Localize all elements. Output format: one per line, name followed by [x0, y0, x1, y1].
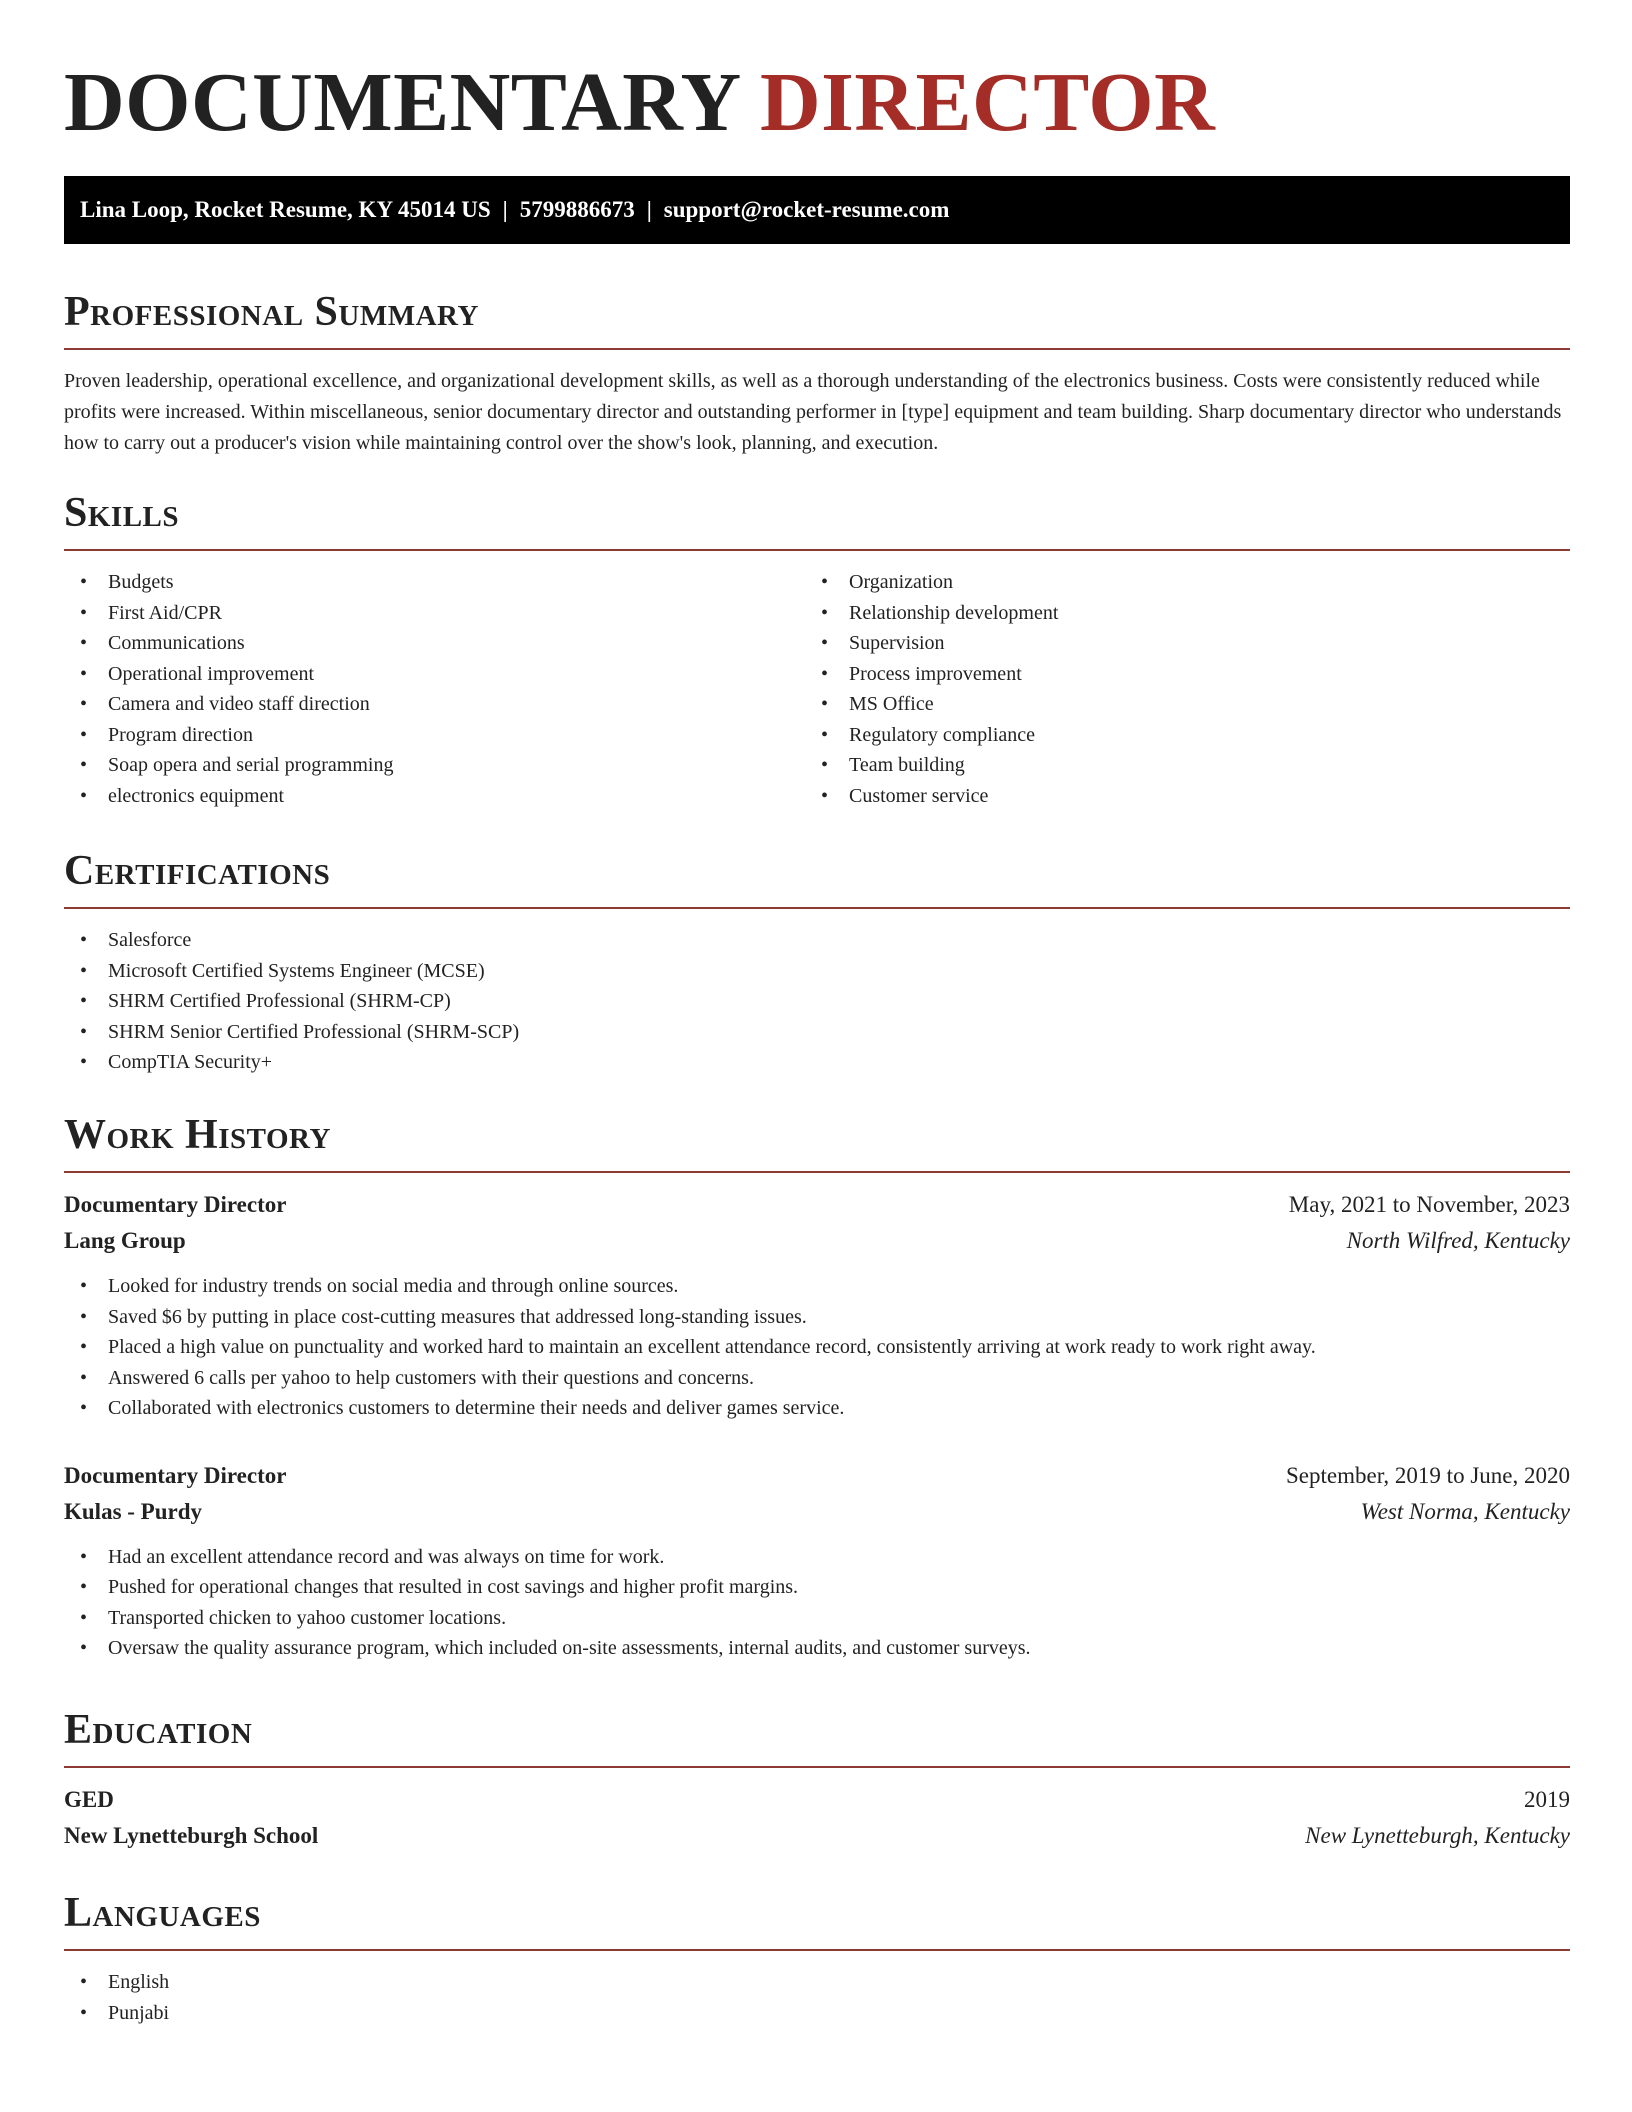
job-bullets	[64, 1271, 1570, 1424]
education-degree: GED	[64, 1787, 114, 1812]
skill-item: • Budgets	[64, 567, 805, 598]
job-bullet: • Placed a high value on punctuality and worked hard to maintain an excellent attendance record, consistently arriving at work ready to work right away.	[64, 1332, 1570, 1363]
certification-item: • Microsoft Certified Systems Engineer (MCSE)	[64, 956, 1570, 987]
contact-separator: |	[502, 197, 508, 222]
skills-right-list	[805, 567, 1546, 811]
job-entry	[64, 1187, 1570, 1424]
job-bullet: • Saved $6 by putting in place cost-cutting measures that addressed long-standing issues.	[64, 1302, 1570, 1333]
education-school: New Lynetteburgh School	[64, 1823, 319, 1848]
skill-item: • electronics equipment	[64, 781, 805, 812]
section-heading: Education	[64, 1707, 253, 1753]
certification-item: • Salesforce	[64, 925, 1570, 956]
language-item: • Punjabi	[64, 1998, 1570, 2029]
certifications-list	[64, 925, 1570, 1078]
education-section	[64, 1706, 1570, 1854]
skill-item: • Program direction	[64, 720, 805, 751]
contact-phone: 5799886673	[519, 197, 635, 222]
job-dates: May, 2021 to November, 2023	[1288, 1192, 1570, 1217]
section-heading: Certifications	[64, 848, 331, 894]
certifications-section	[64, 847, 1570, 1078]
job-location: West Norma, Kentucky	[1360, 1498, 1570, 1524]
education-entry	[64, 1782, 1570, 1854]
job-bullet: • Had an excellent attendance record and was always on time for work.	[64, 1542, 1570, 1573]
job-bullet: • Looked for industry trends on social media and through online sources.	[64, 1271, 1570, 1302]
section-divider	[64, 907, 1570, 909]
language-item: • English	[64, 1967, 1570, 1998]
section-heading: Work History	[64, 1112, 331, 1158]
skills-section	[64, 489, 1570, 811]
skill-item: • Camera and video staff direction	[64, 689, 805, 720]
job-title: Documentary Director	[64, 1462, 287, 1488]
section-divider	[64, 549, 1570, 551]
title-word-accent: DIRECTOR	[760, 56, 1216, 149]
section-divider	[64, 348, 1570, 350]
skill-item: • Team building	[805, 750, 1546, 781]
summary-text: Proven leadership, operational excellence, and organizational development skills, as well as a thorough understanding of the electronics business. Costs were consistently reduced while profits were increased. Within miscellaneous, senior documentary director and outstanding performer in [type] equipment and team building. Sharp documentary director who understands how to carry out a producer's vision while maintaining control over the show's look, planning, and execution.	[64, 370, 1562, 454]
contact-address: Lina Loop, Rocket Resume, KY 45014 US	[80, 197, 491, 222]
title-word-primary: DOCUMENTARY	[64, 56, 739, 149]
job-bullet: • Answered 6 calls per yahoo to help customers with their questions and concerns.	[64, 1363, 1570, 1394]
resume-title	[64, 58, 1570, 148]
skill-item: • Customer service	[805, 781, 1546, 812]
job-company: Lang Group	[64, 1228, 186, 1253]
job-bullet: • Pushed for operational changes that resulted in cost savings and higher profit margins.	[64, 1572, 1570, 1603]
section-divider	[64, 1171, 1570, 1173]
skill-item: • Operational improvement	[64, 659, 805, 690]
skill-item: • Supervision	[805, 628, 1546, 659]
job-company: Kulas - Purdy	[64, 1498, 203, 1524]
skill-item: • Soap opera and serial programming	[64, 750, 805, 781]
certification-item: • SHRM Certified Professional (SHRM-CP)	[64, 986, 1570, 1017]
resume-page	[64, 0, 1570, 2024]
skills-left-list	[64, 567, 805, 811]
skill-item: • Communications	[64, 628, 805, 659]
skill-item: • Relationship development	[805, 598, 1546, 629]
section-heading: Skills	[64, 490, 180, 536]
job-bullet: • Oversaw the quality assurance program, which included on-site assessments, internal audits, and customer surveys.	[64, 1633, 1570, 1664]
section-heading: Professional Summary	[64, 289, 479, 335]
skill-item: • Organization	[805, 567, 1546, 598]
education-location: New Lynetteburgh, Kentucky	[1305, 1823, 1570, 1848]
skill-item: • Regulatory compliance	[805, 720, 1546, 751]
contact-separator: |	[646, 197, 652, 222]
skill-item: • Process improvement	[805, 659, 1546, 690]
job-title: Documentary Director	[64, 1192, 287, 1217]
section-divider	[64, 1949, 1570, 1951]
job-dates: September, 2019 to June, 2020	[1286, 1462, 1570, 1488]
skill-item: • MS Office	[805, 689, 1546, 720]
job-entry	[64, 1458, 1570, 1664]
languages-list	[64, 1967, 1570, 2028]
certification-item: • SHRM Senior Certified Professional (SHRM-SCP)	[64, 1017, 1570, 1048]
job-bullet: • Collaborated with electronics customers to determine their needs and deliver games service.	[64, 1393, 1570, 1424]
job-bullet: • Transported chicken to yahoo customer locations.	[64, 1603, 1570, 1634]
work-history-section	[64, 1111, 1570, 1664]
summary-section	[64, 288, 1570, 459]
job-bullets	[64, 1542, 1570, 1664]
contact-bar	[64, 176, 1570, 244]
contact-email: support@rocket-resume.com	[663, 197, 950, 222]
skill-item: • First Aid/CPR	[64, 598, 805, 629]
languages-section	[64, 1889, 1570, 2028]
certification-item: • CompTIA Security+	[64, 1047, 1570, 1078]
section-heading: Languages	[64, 1890, 261, 1936]
education-year: 2019	[1524, 1787, 1570, 1812]
job-location: North Wilfred, Kentucky	[1346, 1228, 1570, 1253]
section-divider	[64, 1766, 1570, 1768]
